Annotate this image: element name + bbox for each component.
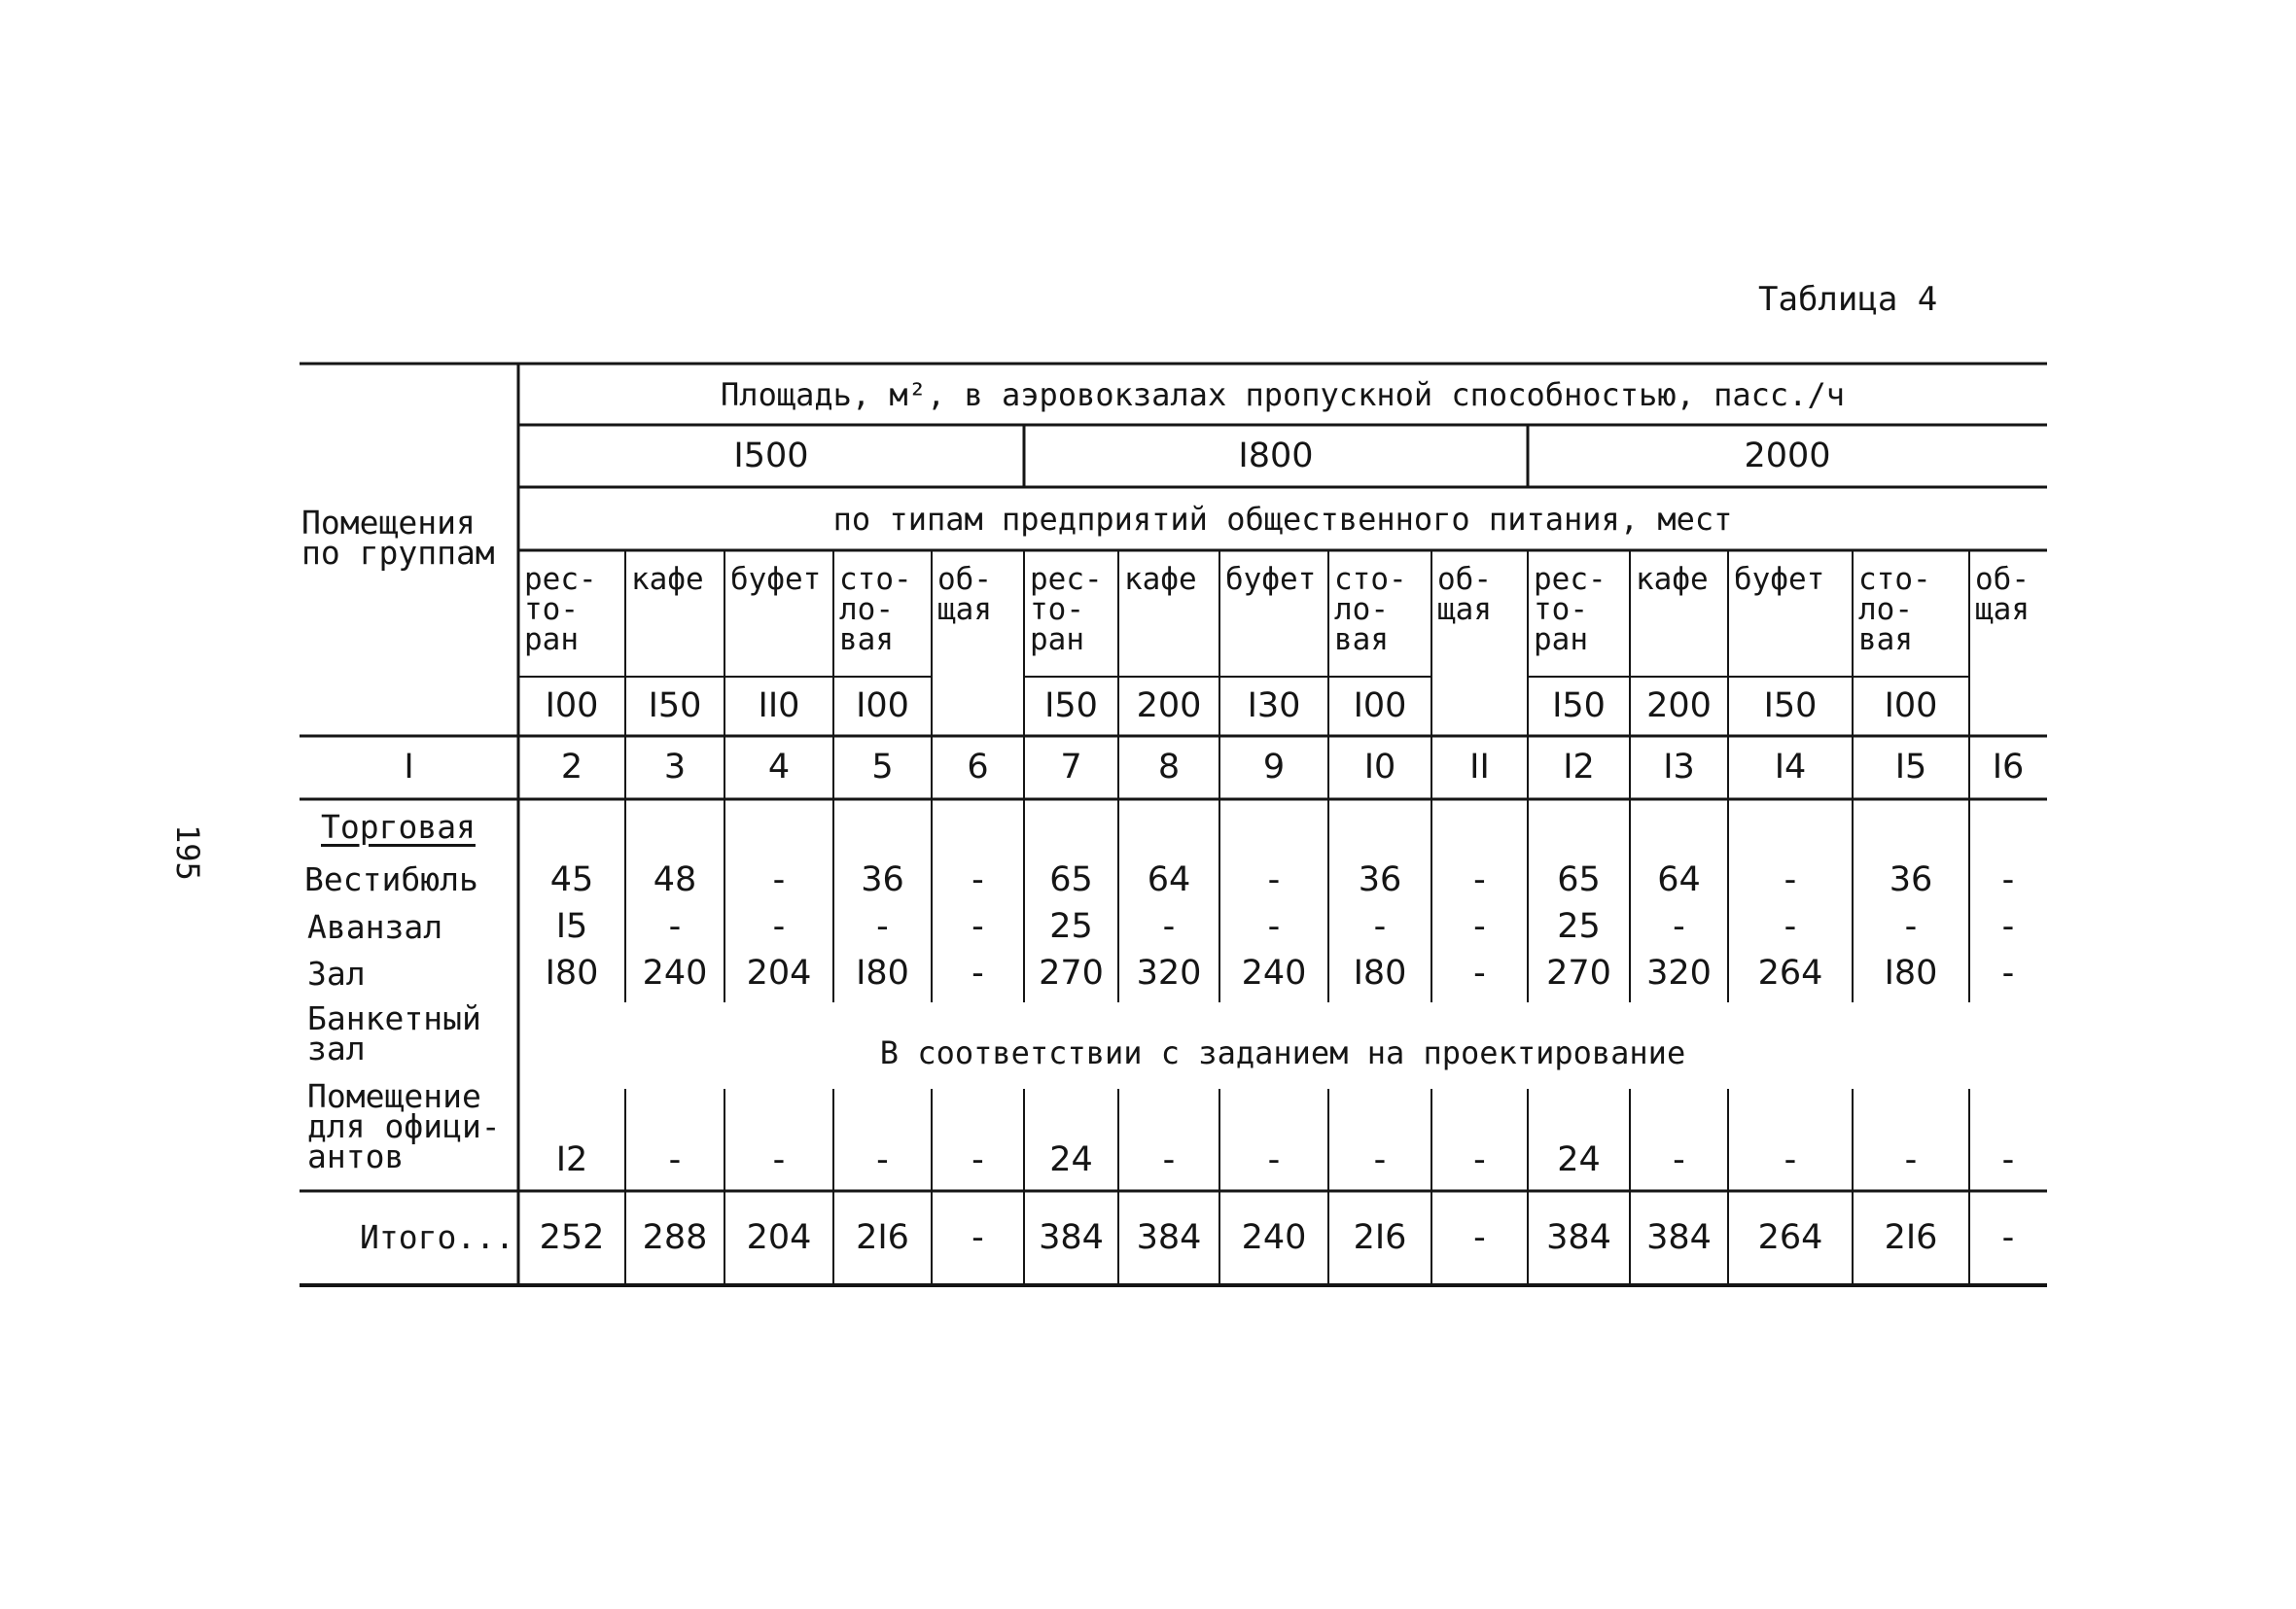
cell-value: - (971, 1217, 984, 1257)
enterprise-type-label: сто- ло- вая (1334, 562, 1407, 657)
cell-value: 36 (1358, 859, 1402, 899)
cell-value: I80 (1353, 953, 1407, 993)
seat-count: 200 (1646, 686, 1712, 725)
cell-value: - (971, 859, 984, 899)
enterprise-type-label: кафе (631, 562, 704, 597)
cell-value: - (1473, 1139, 1486, 1179)
column-number: I0 (1363, 748, 1396, 787)
cell-value: 24 (1557, 1139, 1601, 1179)
cell-value: - (2001, 953, 2015, 993)
cell-value: - (2001, 1217, 2015, 1257)
header-subtitle: по типам предприятий общественного питания, мест (832, 500, 1733, 538)
column-number: 9 (1262, 748, 1286, 787)
column-number: 7 (1060, 748, 1082, 787)
cell-value: 320 (1136, 953, 1202, 993)
cell-value: - (2001, 906, 2015, 946)
column-number: I4 (1774, 748, 1807, 787)
page-number: 195 (169, 824, 206, 881)
cell-value: - (1904, 1139, 1918, 1179)
cell-value: 204 (746, 953, 812, 993)
row-label-waiters: Помещение для офици- антов (307, 1077, 501, 1175)
cell-value: - (971, 953, 984, 993)
cell-value: - (876, 906, 889, 946)
cell-value: I5 (555, 906, 588, 946)
enterprise-type-label: сто- ло- вая (839, 562, 912, 657)
cell-value: 384 (1546, 1217, 1611, 1257)
cell-value: - (1473, 953, 1486, 993)
cell-value: I80 (1884, 953, 1938, 993)
column-number: 6 (967, 748, 989, 787)
enterprise-type-label: об- щая (937, 562, 992, 627)
cell-value: - (1373, 1139, 1387, 1179)
seat-count: I30 (1247, 686, 1301, 725)
enterprise-type-label: кафе (1124, 562, 1197, 597)
cell-value: 24 (1049, 1139, 1093, 1179)
column-number: I6 (1992, 748, 2025, 787)
cell-value: 64 (1657, 859, 1701, 899)
enterprise-type-label: рес- то- ран (524, 562, 597, 657)
cell-value: 204 (746, 1217, 812, 1257)
capacity-label: I500 (733, 436, 809, 475)
cell-value: - (971, 1139, 984, 1179)
enterprise-type-label: рес- то- ран (1534, 562, 1607, 657)
enterprise-type-label: кафе (1636, 562, 1709, 597)
seat-count: I50 (648, 686, 702, 725)
cell-value: 2I6 (1884, 1217, 1938, 1257)
enterprise-type-label: рес- то- ран (1030, 562, 1103, 657)
seat-count: I00 (1353, 686, 1407, 725)
cell-value: 48 (653, 859, 697, 899)
row-label-total: Итого... (360, 1218, 514, 1256)
seat-count: I00 (545, 686, 599, 725)
cell-value: - (1267, 859, 1281, 899)
capacity-label: I800 (1238, 436, 1314, 475)
column-number: I2 (1563, 748, 1595, 787)
cell-value: - (772, 906, 786, 946)
cell-value: 64 (1147, 859, 1191, 899)
cell-value: 45 (549, 859, 594, 899)
column-number: 4 (767, 748, 791, 787)
cell-value: - (1267, 1139, 1281, 1179)
row-label-avanzal: Аванзал (307, 908, 443, 946)
column-number: 8 (1157, 748, 1181, 787)
seat-count: I00 (1884, 686, 1938, 725)
cell-value: - (1162, 906, 1176, 946)
cell-value: 384 (1136, 1217, 1202, 1257)
column-number: II (1469, 748, 1490, 787)
cell-value: - (1267, 906, 1281, 946)
seat-count: 200 (1136, 686, 1202, 725)
cell-value: 25 (1557, 906, 1601, 946)
enterprise-type-label: буфет (1734, 562, 1825, 597)
cell-value: 384 (1039, 1217, 1104, 1257)
cell-value: 270 (1546, 953, 1611, 993)
cell-value: 320 (1646, 953, 1712, 993)
seat-count: I50 (1763, 686, 1818, 725)
enterprise-type-label: буфет (1225, 562, 1317, 597)
cell-value: - (772, 1139, 786, 1179)
cell-value: 240 (1241, 1217, 1307, 1257)
capacity-label: 2000 (1744, 436, 1831, 475)
cell-value: - (876, 1139, 889, 1179)
cell-value: - (1673, 1139, 1685, 1179)
cell-value: 2I6 (856, 1217, 909, 1257)
enterprise-type-label: буфет (730, 562, 822, 597)
header-area-title: Площадь, м², в аэровокзалах пропускной способностью, пасс./ч (721, 375, 1845, 413)
cell-value: 36 (1889, 859, 1933, 899)
row-label-banquet: Банкетный зал (307, 999, 481, 1067)
enterprise-type-label: об- щая (1437, 562, 1492, 627)
seat-count: I00 (856, 686, 909, 725)
seat-count: I50 (1044, 686, 1098, 725)
column-number: I3 (1663, 748, 1695, 787)
enterprise-type-label: об- щая (1975, 562, 2030, 627)
column-number: I (404, 748, 414, 787)
cell-value: 270 (1039, 953, 1104, 993)
cell-value: - (1784, 906, 1797, 946)
column-number: 3 (663, 748, 687, 787)
cell-value: 36 (861, 859, 904, 899)
cell-value: 240 (642, 953, 708, 993)
column-number: 5 (871, 748, 894, 787)
seat-count: II0 (758, 686, 800, 725)
column-number: 2 (560, 748, 583, 787)
cell-value: - (971, 906, 984, 946)
cell-value: 264 (1757, 953, 1823, 993)
cell-value: - (2001, 1139, 2015, 1179)
cell-value: 264 (1757, 1217, 1823, 1257)
cell-value: - (1904, 906, 1918, 946)
cell-value: 65 (1049, 859, 1093, 899)
column-number: I5 (1894, 748, 1927, 787)
cell-value: I2 (555, 1139, 588, 1179)
cell-value: 240 (1241, 953, 1307, 993)
cell-value: - (668, 906, 682, 946)
cell-value: - (1473, 1217, 1486, 1257)
cell-value: - (1473, 906, 1486, 946)
seat-count: I50 (1552, 686, 1606, 725)
cell-value: - (772, 859, 786, 899)
cell-value: I80 (545, 953, 599, 993)
row-label-hall: Зал (307, 955, 366, 993)
column-header-rooms: Помещения по группам (301, 504, 495, 572)
cell-value: I80 (856, 953, 909, 993)
cell-value: - (1673, 906, 1685, 946)
cell-value: 384 (1646, 1217, 1712, 1257)
group-title-trade: Торговая (321, 808, 476, 846)
row-label-vestibule: Вестибюль (304, 860, 478, 898)
cell-value: - (1162, 1139, 1176, 1179)
enterprise-type-label: сто- ло- вая (1858, 562, 1931, 657)
cell-value: 252 (539, 1217, 605, 1257)
cell-value: - (2001, 859, 2015, 899)
cell-value: 25 (1049, 906, 1093, 946)
table-caption: Таблица 4 (1758, 280, 1938, 319)
cell-value: - (1373, 906, 1387, 946)
cell-value: - (1784, 859, 1797, 899)
cell-value: - (1784, 1139, 1797, 1179)
cell-value: - (668, 1139, 682, 1179)
cell-value: 2I6 (1353, 1217, 1407, 1257)
cell-value: - (1473, 859, 1486, 899)
cell-value: 65 (1557, 859, 1601, 899)
cell-value: 288 (642, 1217, 708, 1257)
banquet-note: В соответствии с заданием на проектирование (879, 1034, 1686, 1071)
